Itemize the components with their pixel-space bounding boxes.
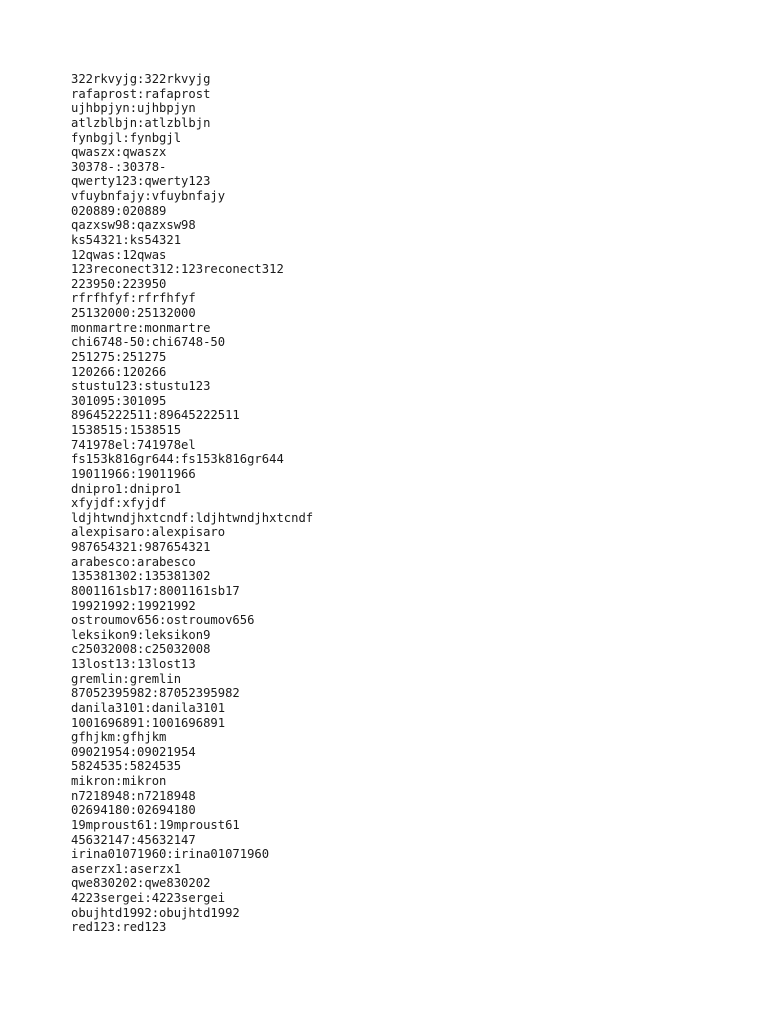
- text-line: ldjhtwndjhxtcndf:ldjhtwndjhxtcndf: [71, 510, 314, 525]
- text-line: rafaprost:rafaprost: [71, 86, 211, 101]
- text-line: 020889:020889: [71, 203, 167, 218]
- text-line: fs153k816gr644:fs153k816gr644: [71, 452, 284, 467]
- text-line: vfuybnfajy:vfuybnfajy: [71, 189, 226, 203]
- text-line: 30378-:30378-: [71, 159, 167, 174]
- text-line: mikron:mikron: [71, 774, 167, 788]
- text-line: 13lost13:13lost13: [71, 657, 196, 671]
- text-line: 987654321:987654321: [71, 540, 211, 554]
- text-line: 322rkvyjg:322rkvyjg: [71, 72, 211, 86]
- text-line: obujhtd1992:obujhtd1992: [71, 905, 240, 920]
- text-line: red123:red123: [71, 920, 167, 935]
- text-line: alexpisaro:alexpisaro: [71, 525, 226, 540]
- text-lines: [71, 72, 313, 935]
- text-line: 19011966:19011966: [71, 466, 196, 481]
- text-line: leksikon9:leksikon9: [71, 627, 211, 642]
- text-line: rfrfhfyf:rfrfhfyf: [71, 291, 196, 306]
- text-line: xfyjdf:xfyjdf: [71, 496, 167, 511]
- text-line: aserzx1:aserzx1: [71, 861, 182, 876]
- text-line: 4223sergei:4223sergei: [71, 891, 226, 905]
- text-line: ostroumov656:ostroumov656: [71, 613, 255, 628]
- text-line: chi6748-50:chi6748-50: [71, 335, 226, 350]
- text-line: 5824535:5824535: [71, 759, 182, 774]
- text-line: 89645222511:89645222511: [71, 408, 240, 423]
- text-line: 25132000:25132000: [71, 306, 196, 320]
- text-line: dnipro1:dnipro1: [71, 481, 182, 496]
- text-line: arabesco:arabesco: [71, 554, 196, 569]
- text-line: qazxsw98:qazxsw98: [71, 218, 196, 233]
- text-line: 741978el:741978el: [71, 437, 196, 452]
- text-line: 19mproust61:19mproust61: [71, 817, 240, 832]
- text-line: 8001161sb17:8001161sb17: [71, 583, 240, 598]
- text-line: gremlin:gremlin: [71, 671, 182, 686]
- text-line: 120266:120266: [71, 364, 167, 379]
- text-line: 1538515:1538515: [71, 423, 182, 437]
- text-line: c25032008:c25032008: [71, 642, 211, 657]
- text-line: 02694180:02694180: [71, 803, 196, 818]
- text-line: 301095:301095: [71, 393, 167, 408]
- text-line: 251275:251275: [71, 349, 167, 364]
- text-line: 19921992:19921992: [71, 598, 196, 613]
- text-line: atlzblbjn:atlzblbjn: [71, 115, 211, 130]
- text-line: irina01071960:irina01071960: [71, 847, 270, 862]
- text-line: 87052395982:87052395982: [71, 686, 240, 701]
- text-line: stustu123:stustu123: [71, 379, 211, 394]
- text-line: qwaszx:qwaszx: [71, 145, 167, 160]
- text-line: 45632147:45632147: [71, 832, 196, 847]
- text-line: gfhjkm:gfhjkm: [71, 730, 167, 745]
- text-line: 223950:223950: [71, 276, 167, 291]
- text-line: ujhbpjyn:ujhbpjyn: [71, 101, 196, 116]
- text-line: qwe830202:qwe830202: [71, 876, 211, 891]
- text-line: monmartre:monmartre: [71, 320, 211, 335]
- text-line: 09021954:09021954: [71, 744, 196, 759]
- text-line: 123reconect312:123reconect312: [71, 262, 284, 277]
- text-line: 12qwas:12qwas: [71, 247, 167, 262]
- text-line: n7218948:n7218948: [71, 788, 196, 803]
- text-line: qwerty123:qwerty123: [71, 174, 211, 189]
- text-line: 135381302:135381302: [71, 569, 211, 584]
- text-line: ks54321:ks54321: [71, 232, 182, 247]
- text-line: fynbgjl:fynbgjl: [71, 130, 182, 145]
- text-line: danila3101:danila3101: [71, 700, 226, 715]
- text-line: 1001696891:1001696891: [71, 715, 226, 730]
